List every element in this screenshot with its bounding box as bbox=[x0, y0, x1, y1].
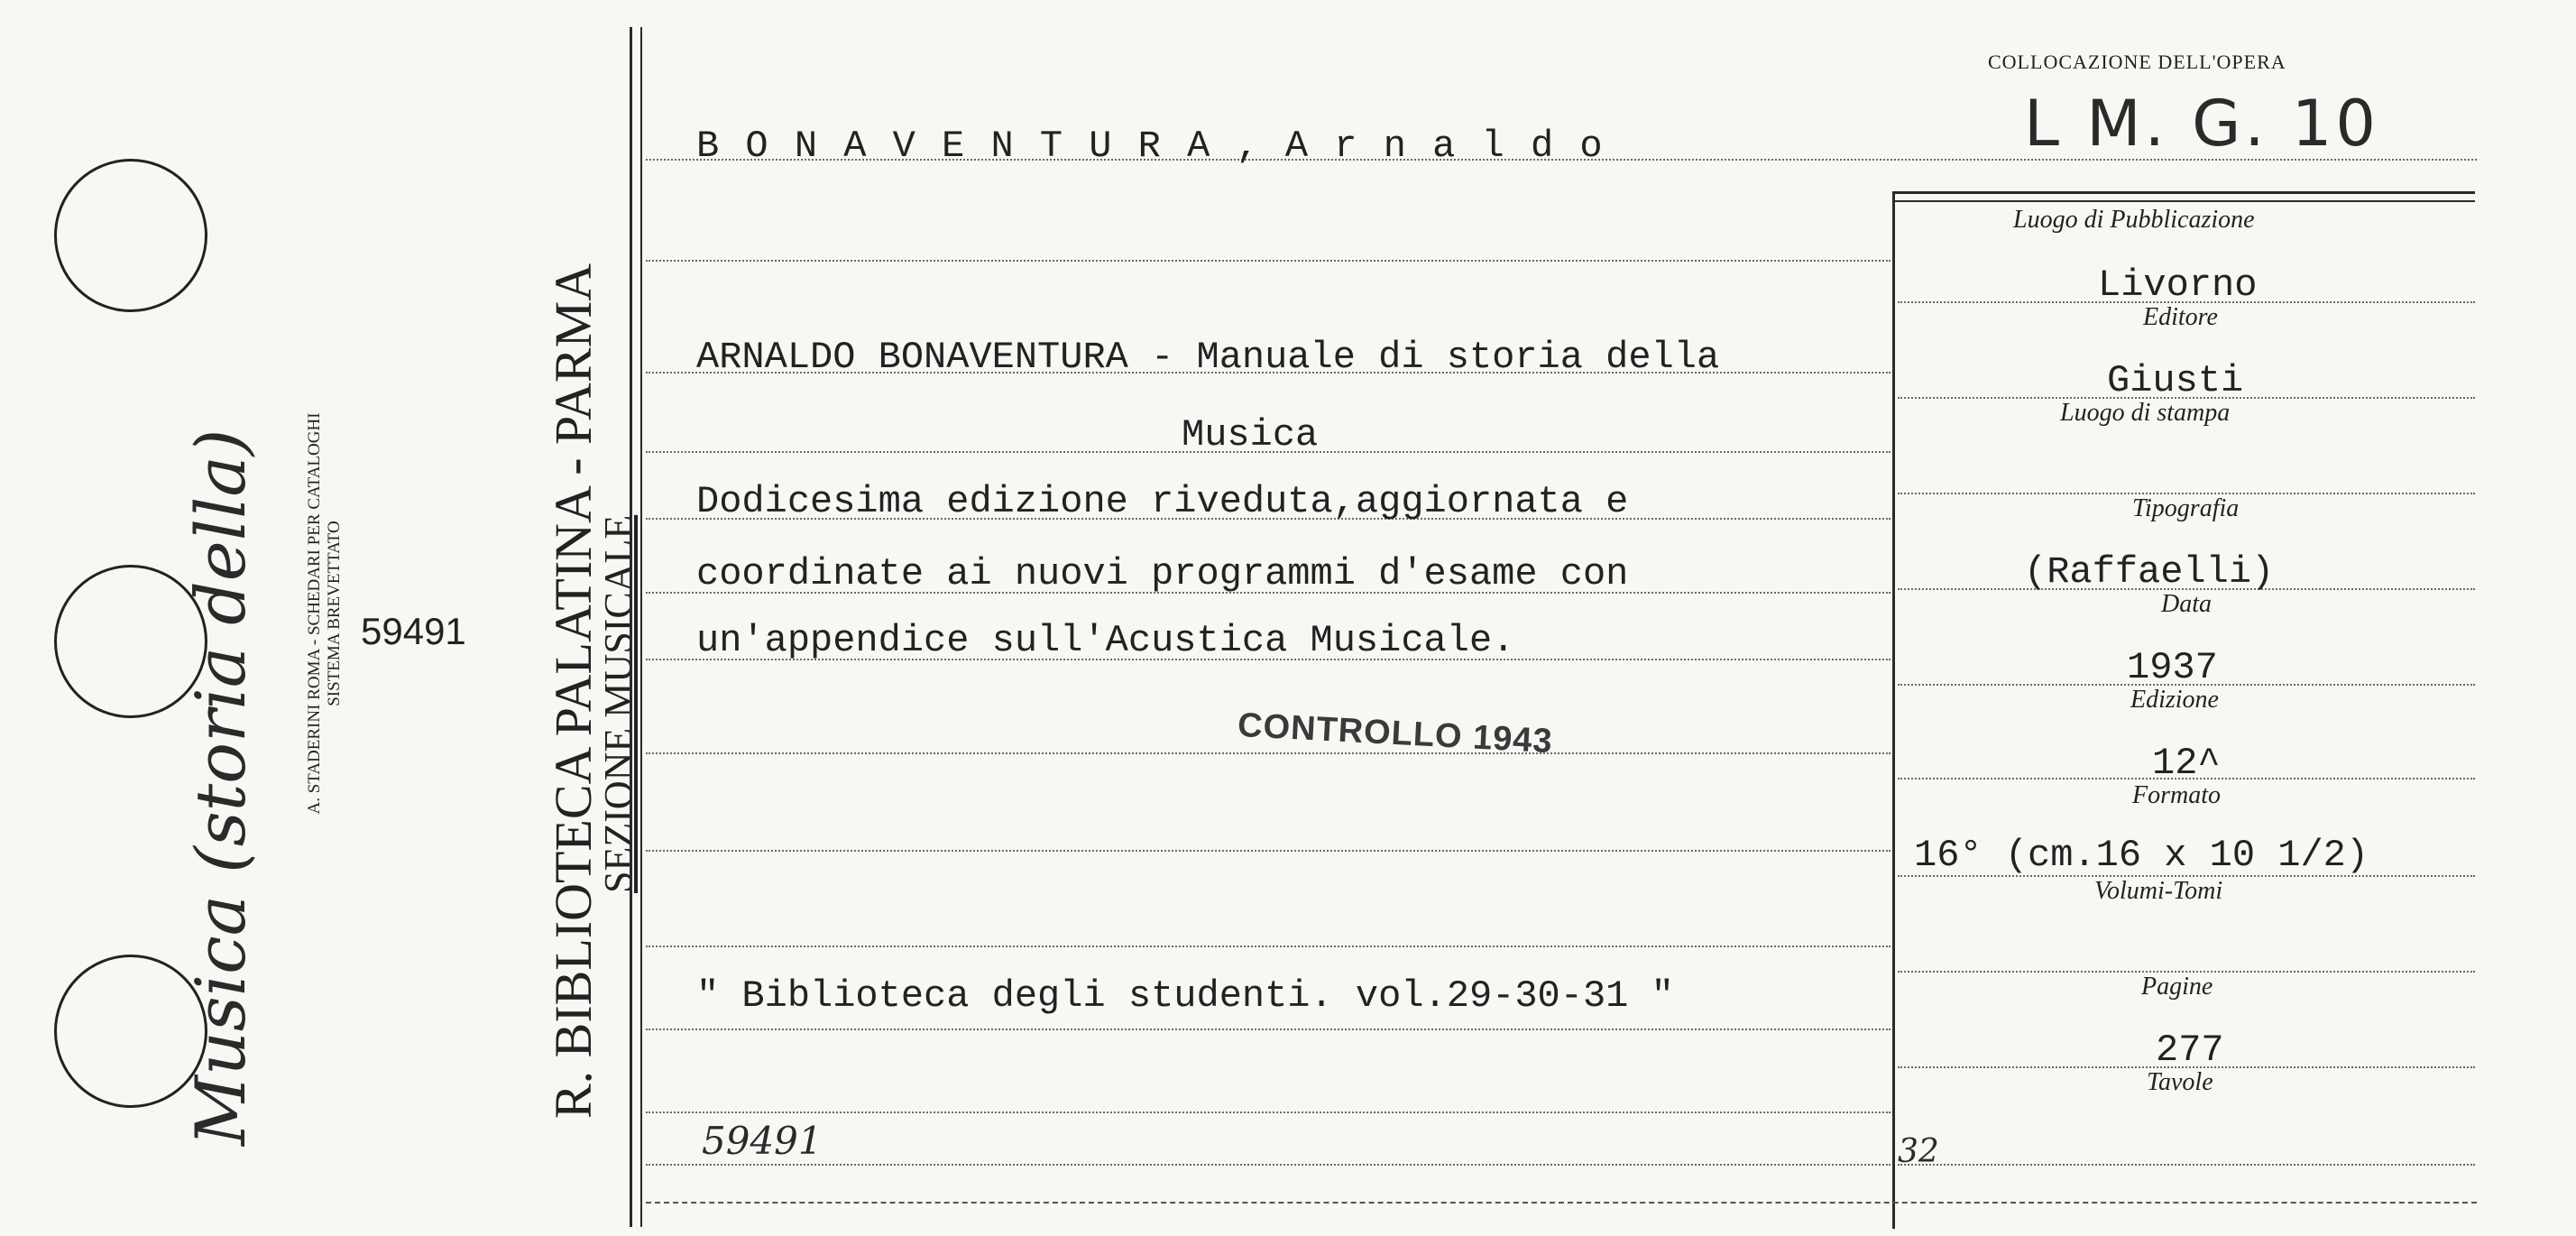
right-column-top-border-2 bbox=[1892, 200, 2475, 202]
control-stamp: CONTROLLO 1943 bbox=[1237, 706, 1554, 761]
value-data: 1937 bbox=[2127, 646, 2218, 689]
card-bottom-edge bbox=[646, 1202, 2477, 1204]
label-edizione: Edizione bbox=[2130, 686, 2219, 714]
edition-line-3: un'appendice sull'Acustica Musicale. bbox=[696, 619, 1515, 662]
ruling-line bbox=[646, 1111, 1891, 1113]
library-name: R. BIBLIOTECA PALATINA - PARMA bbox=[544, 263, 603, 1119]
label-tipografia: Tipografia bbox=[2132, 494, 2240, 522]
edition-line-1: Dodicesima edizione riveduta,aggiornata e bbox=[696, 480, 1629, 523]
label-tavole: Tavole bbox=[2147, 1068, 2213, 1096]
printer-note-line2: SISTEMA BREVETTATO bbox=[325, 521, 344, 706]
edition-line-2: coordinate ai nuovi programmi d'esame con bbox=[696, 552, 1629, 595]
printer-note-line1: A. STADERINI ROMA - SCHEDARI PER CATALOGHI bbox=[305, 412, 324, 815]
handwritten-subject-note: Musica (storia della) bbox=[180, 429, 261, 1146]
ruling-line bbox=[646, 850, 1891, 852]
ruling-line bbox=[646, 945, 1891, 947]
right-ruling-line bbox=[1898, 1164, 2475, 1166]
ruling-line bbox=[646, 1028, 1891, 1030]
label-luogo-stampa: Luogo di stampa bbox=[2060, 399, 2231, 427]
right-column-top-border bbox=[1892, 191, 2475, 194]
bottom-note: 32 bbox=[1898, 1133, 1939, 1170]
left-margin-rule-inner bbox=[640, 27, 642, 1227]
right-column-rule bbox=[1892, 191, 1895, 1229]
title-line-1: ARNALDO BONAVENTURA - Manuale di storia della bbox=[696, 336, 1720, 379]
ruling-line bbox=[646, 260, 1891, 262]
label-editore: Editore bbox=[2143, 303, 2218, 331]
value-luogo-pubblicazione: Livorno bbox=[2098, 263, 2258, 307]
value-pagine: 277 bbox=[2156, 1028, 2224, 1072]
collocation-label: COLLOCAZIONE DELL'OPERA bbox=[1988, 51, 2286, 73]
label-data: Data bbox=[2161, 590, 2212, 618]
value-tipografia: (Raffaelli) bbox=[2024, 550, 2275, 594]
inventory-number: 59491 bbox=[361, 610, 466, 652]
shelfmark: L M. G. 10 bbox=[2024, 87, 2379, 161]
label-luogo-pubblicazione: Luogo di Pubblicazione bbox=[2013, 206, 2255, 234]
label-volumi-tomi: Volumi-Tomi bbox=[2094, 877, 2223, 905]
value-edizione: 12^ bbox=[2152, 742, 2221, 785]
left-margin-rule bbox=[630, 27, 632, 1227]
label-pagine: Pagine bbox=[2141, 973, 2213, 1001]
value-editore: Giusti bbox=[2107, 359, 2244, 402]
section-name: SEZIONE MUSICALE bbox=[596, 514, 640, 893]
title-line-2: Musica bbox=[1182, 413, 1319, 457]
ruling-line bbox=[646, 752, 1891, 754]
printer-note bbox=[305, 343, 345, 884]
value-formato: 16° (cm.16 x 10 1/2) bbox=[1914, 834, 2369, 877]
label-formato: Formato bbox=[2132, 781, 2221, 809]
series-statement: " Biblioteca degli studenti. vol.29-30-31 " bbox=[696, 974, 1674, 1018]
author-heading: B O N A V E N T U R A , A r n a l d o bbox=[696, 125, 1605, 168]
ruling-line bbox=[646, 1164, 1891, 1166]
inventory-handwritten: 59491 bbox=[702, 1119, 823, 1163]
